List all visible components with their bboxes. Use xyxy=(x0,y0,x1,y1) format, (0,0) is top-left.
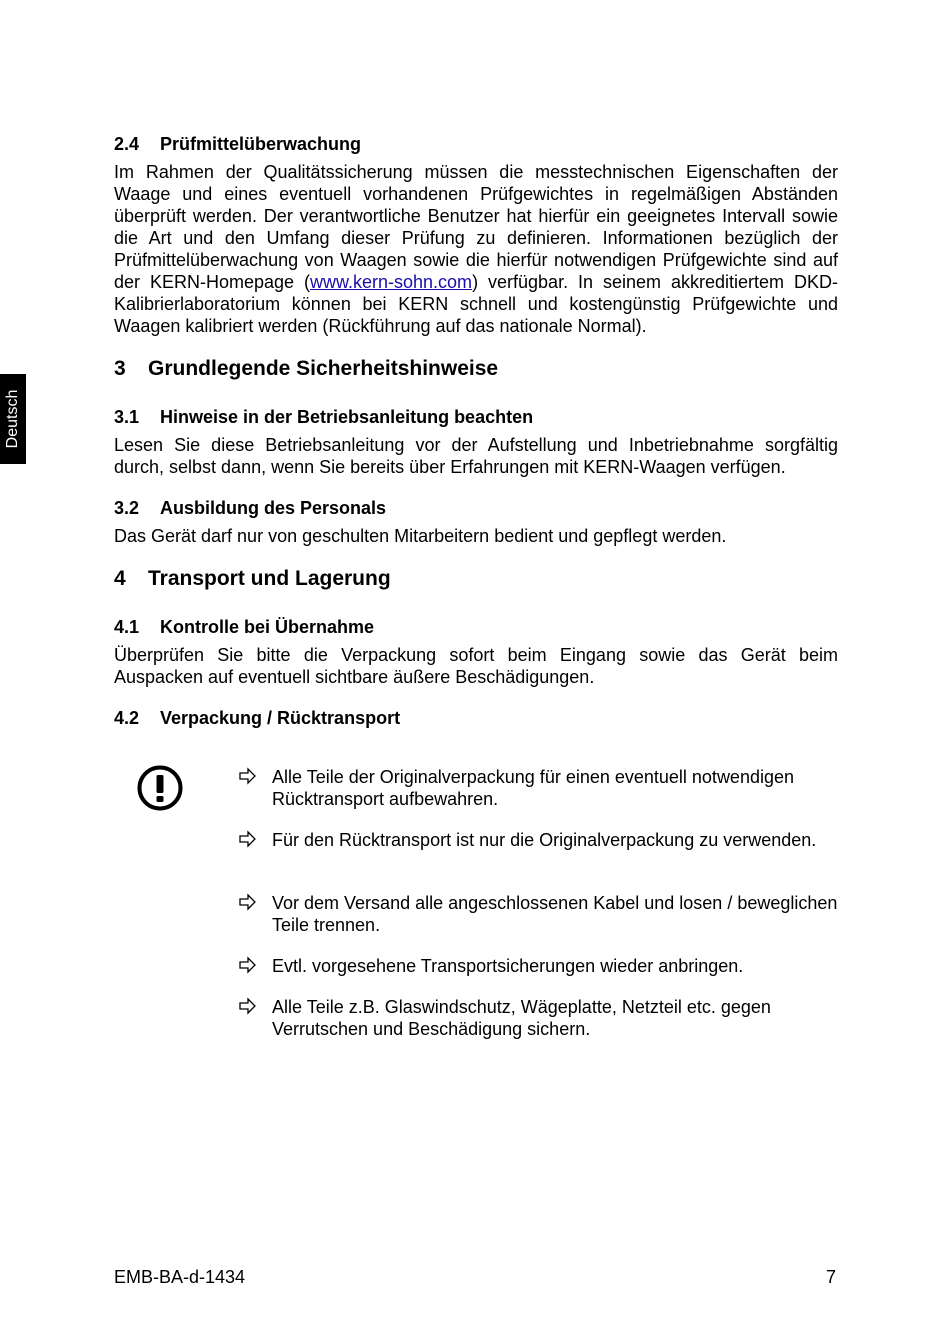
language-tab xyxy=(0,374,26,464)
arrow-right-icon xyxy=(238,767,258,785)
bullet-text: Alle Teile z.B. Glaswindschutz, Wägeplatte, Netzteil etc. gegen Verrutschen und Beschädigung sichern. xyxy=(272,997,771,1039)
heading-title: Hinweise in der Betriebsanleitung beachten xyxy=(160,407,534,427)
paragraph-text: ) verfügbar. In seinem akkreditiertem DKD-Kalibrierlaboratorium können bei KERN schnell und kostengünstig Prüfgewichte und Waagen kalibriert werden (Rückführung auf das nationale Normal). xyxy=(114,272,838,336)
heading-title: Ausbildung des Personals xyxy=(160,498,387,518)
heading-title: Grundlegende Sicherheitshinweise xyxy=(148,357,499,380)
paragraph-3-1: Lesen Sie diese Betriebsanleitung vor der Aufstellung und Inbetriebnahme sorgfältig durch, selbst dann, wenn Sie bereits über Erfahrungen mit KERN-Waagen verfügen. xyxy=(114,435,838,477)
heading-title: Kontrolle bei Übernahme xyxy=(160,617,375,637)
heading-2-4 xyxy=(114,133,361,155)
heading-number: 3 xyxy=(114,357,126,380)
heading-title: Transport und Lagerung xyxy=(148,567,391,590)
heading-title: Verpackung / Rücktransport xyxy=(160,708,401,728)
heading-number: 4.1 xyxy=(114,617,140,637)
arrow-right-icon xyxy=(238,956,258,974)
heading-3-1 xyxy=(114,406,533,428)
heading-4 xyxy=(114,566,391,592)
arrow-right-icon xyxy=(238,893,258,911)
paragraph-3-2: Das Gerät darf nur von geschulten Mitarbeitern bedient und gepflegt werden. xyxy=(114,526,727,546)
heading-number: 4 xyxy=(114,567,126,590)
bullet-text: Vor dem Versand alle angeschlossenen Kabel und losen / beweglichen Teile trennen. xyxy=(272,893,838,935)
bullet-item xyxy=(238,829,838,851)
heading-title: Prüfmittelüberwachung xyxy=(160,134,362,154)
bullet-item xyxy=(238,892,838,936)
exclamation-circle-icon xyxy=(136,764,184,812)
bullet-text: Für den Rücktransport ist nur die Originalverpackung zu verwenden. xyxy=(272,830,817,850)
heading-3 xyxy=(114,356,498,382)
kern-homepage-link[interactable]: www.kern-sohn.com xyxy=(310,272,473,292)
footer-doc-id: EMB-BA-d-1434 xyxy=(114,1267,246,1287)
arrow-right-icon xyxy=(238,997,258,1015)
heading-number: 2.4 xyxy=(114,134,140,154)
page-number: 7 xyxy=(826,1267,837,1287)
paragraph-text: Im Rahmen der Qualitätssicherung müssen die messtechnischen Eigenschaften der Waage und eines eventuell vorhandenen Prüfgewichtes in regelmäßigen Abständen überprüft werden. Der verantwortliche Benutzer hat hierfür ein geeignetes Intervall sowie die Art und den Umfang dieser Prüfung zu definieren. Informationen bezüglich der Prüfmittelüberwachung von Waagen sowie die hierfür notwendigen Prüfgewichte sind auf der KERN-Homepage ( xyxy=(114,162,838,292)
heading-4-2 xyxy=(114,707,400,729)
bullet-item xyxy=(238,996,838,1040)
heading-number: 3.1 xyxy=(114,407,140,427)
heading-number: 3.2 xyxy=(114,498,140,518)
paragraph-4-1: Überprüfen Sie bitte die Verpackung sofort beim Eingang sowie das Gerät beim Auspacken auf eventuell sichtbare äußere Beschädigungen. xyxy=(114,645,838,687)
heading-4-1 xyxy=(114,616,374,638)
bullet-text: Evtl. vorgesehene Transportsicherungen wieder anbringen. xyxy=(272,956,744,976)
language-tab-label: Deutsch xyxy=(4,389,21,449)
arrow-right-icon xyxy=(238,830,258,848)
bullet-text: Alle Teile der Originalverpackung für einen eventuell notwendigen Rücktransport aufbewahren. xyxy=(272,767,794,809)
heading-3-2 xyxy=(114,497,386,519)
bullet-item xyxy=(238,955,838,977)
bullet-item xyxy=(238,766,838,810)
paragraph-2-4 xyxy=(114,161,838,337)
heading-number: 4.2 xyxy=(114,708,140,728)
